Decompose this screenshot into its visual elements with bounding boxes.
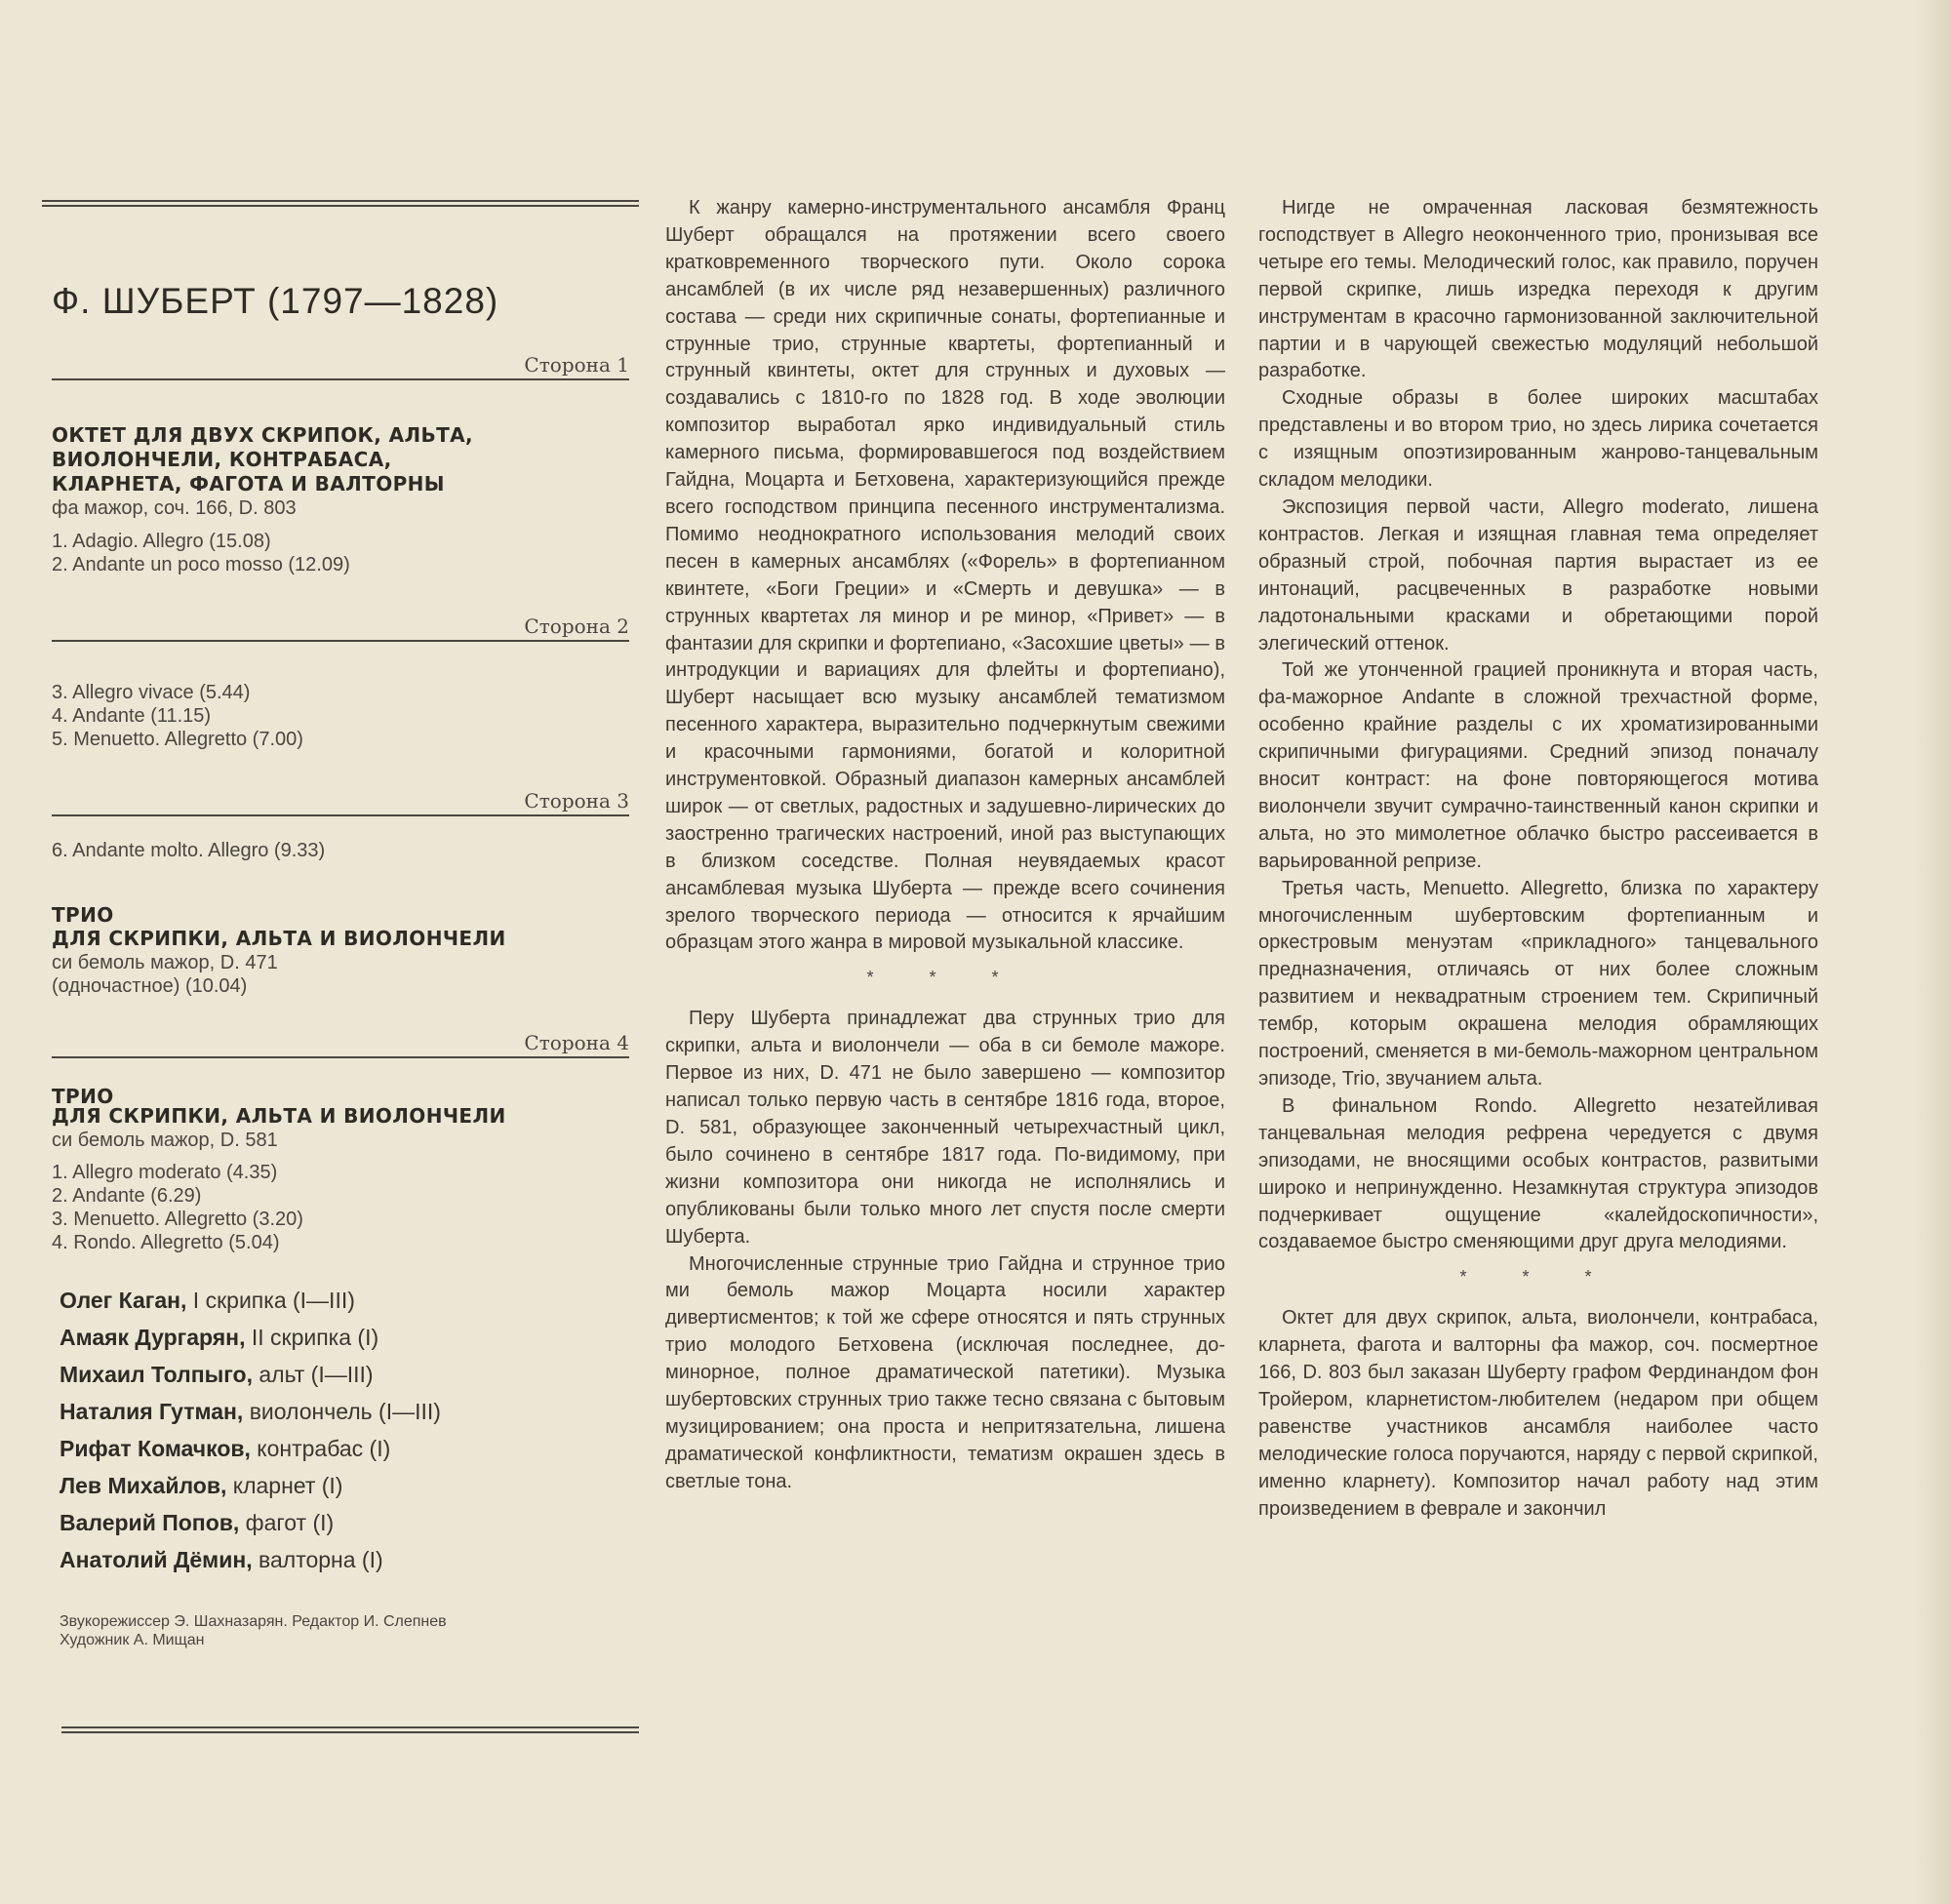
paragraph: Октет для двух скрипок, альта, виолончели, контрабаса, кларнета, фагота и валторны фа мажор, соч. посмертное 166, D. 803 был заказан Шуберту графом Фердинандом фон Тройером, кларнетистом-любителем (недаром при общем равенстве участников ансамбля наиболее часто мелодические голоса поручаются, наряду с первой скрипкой, именно кларнету). Композитор начал работу над этим произведением в феврале и закончил (1258, 1307, 1818, 1520)
page-edge (1912, 0, 1951, 1904)
paragraph: Сходные образы в более широких масштабах представлены и во втором трио, но здесь лирика сочетается с изящным опоэтизированным жанрово-танцевальным складом мелодики. (1258, 387, 1818, 492)
octet-title-line-1: ОКТЕТ ДЛЯ ДВУХ СКРИПОК, АЛЬТА, (52, 423, 474, 447)
paragraph: Нигде не омраченная ласковая безмятежность господствует в Allegro неоконченного трио, пронизывая все четыре его темы. Мелодический голос, как правило, поручен первой скрипке, лишь изредка переходя к другим инструментам в красочно гармонизованной заключительной партии и в чарующей свежестью модуляций небольшой разработке. (1258, 197, 1818, 382)
paragraph: В финальном Rondo. Allegretto незатейливая танцевальная мелодия рефрена чередуется с двумя эпизодами, не вносящими особых контрастов, развитыми широко и непринужденно. Незамкнутая структура эпизодов подчеркивает ощущение «калейдоскопичности», создаваемое быстро сменяющими друг друга мелодиями. (1258, 1094, 1818, 1253)
section-separator: * * * (866, 968, 1024, 988)
side-4-rule (52, 1056, 629, 1058)
trio2-title-line-1: ТРИО (52, 1085, 114, 1108)
side-3-rule (52, 814, 629, 816)
trio1-title-line-2: ДЛЯ СКРИПКИ, АЛЬТА И ВИОЛОНЧЕЛИ (52, 927, 506, 950)
track: 2. Andante un poco mosso (12.09) (52, 554, 350, 575)
track: 1. Allegro moderato (4.35) (52, 1162, 278, 1183)
track: 6. Andante molto. Allegro (9.33) (52, 840, 326, 861)
side-1-rule (52, 378, 629, 380)
octet-title-line-2: ВИОЛОНЧЕЛИ, КОНТРАБАСА, (52, 448, 392, 471)
track: 5. Menuetto. Allegretto (7.00) (52, 729, 303, 750)
trio2-key: си бемоль мажор, D. 581 (52, 1130, 278, 1151)
credit-line-2: Художник А. Мищан (60, 1632, 205, 1648)
credit-line-1: Звукорежиссер Э. Шахназарян. Редактор И. Слепнев (60, 1613, 447, 1630)
middle-column (665, 195, 1225, 1496)
octet-key: фа мажор, соч. 166, D. 803 (52, 497, 297, 519)
paragraph: Перу Шуберта принадлежат два струнных трио для скрипки, альта и виолончели — оба в си бемоле мажоре. Первое из них, D. 471 не было завершено — композитор написал только первую часть в сентябре 1816 года, второе, D. 581, образующее законченный четырехчастный цикл, было сочинено в сентябре 1817 года. По-видимому, при жизни композитора они никогда не исполнялись и опубликованы были только много лет спустя после смерти Шуберта. (665, 1008, 1225, 1248)
paragraph: Третья часть, Menuetto. Allegretto, близка по характеру многочисленным шубертовским фортепианным и оркестровым менуэтам «прикладного» танцевального предназначения, отличаясь от них более сложным развитием и неквадратным строением тем. Скрипичный тембр, которым окрашена мелодия обрамляющих построений, сменяется в ми-бемоль-мажорном центральном эпизоде, Trio, звучанием альта. (1258, 877, 1818, 1090)
track: 2. Andante (6.29) (52, 1185, 202, 1207)
trio2-title-line-2: ДЛЯ СКРИПКИ, АЛЬТА И ВИОЛОНЧЕЛИ (52, 1104, 506, 1128)
performer: Лев Михайлов, кларнет (I) (60, 1473, 343, 1498)
bottom-double-rule (61, 1726, 639, 1733)
octet-title-line-3: КЛАРНЕТА, ФАГОТА И ВАЛТОРНЫ (52, 472, 445, 496)
side-3-header: Сторона 3 (524, 789, 629, 813)
right-column (1258, 195, 1818, 1524)
composer-title: Ф. ШУБЕРТ (1797—1828) (52, 281, 499, 321)
paragraph: К жанру камерно-инструментального ансамбля Франц Шуберт обращался на протяжении всего своего кратковременного творческого пути. Около сорока ансамблей (в их числе ряд незавершенных) различного состава — среди них скрипичные сонаты, фортепианные и струнные трио, струнные квартеты, фортепианный и струнный квинтеты, октет для струнных и духовых — создавались с 1810-го по 1828 год. В ходе эволюции композитор выработал ярко индивидуальный стиль камерного письма, формировавшегося под воздействием Гайдна, Моцарта и Бетховена, характеризующийся прежде всего господством принципа песенного инструментализма. Помимо неоднократного использования мелодий своих песен в камерных ансамблях («Форель» в фортепианном квинтете, «Боги Греции» и «Смерть и девушка» — в струнных квартетах ля минор и ре минор, «Привет» — в фантазии для скрипки и фортепиано, «Засохшие цветы» — в интродукции и вариациях для флейты и фортепиано), Шуберт насыщает всю музыку ансамблей тематизмом песенного характера, выразительно подчеркнутым свежими и красочными гармониями, богатой и колоритной инструментовкой. Образный диапазон камерных ансамблей широк — от светлых, радостных и задушевно-лирических до заостренно трагических настроений, иной раз выступающих в близком соседстве. Полная неувядаемых красот ансамблевая музыка Шуберта — прежде всего сочинения зрелого творческого периода — относится к ярчайшим образцам этого жанра в мировой музыкальной классике. (665, 197, 1225, 954)
performer: Амаяк Дургарян, II скрипка (I) (60, 1325, 379, 1350)
section-separator: * * * (1459, 1267, 1617, 1288)
track: 3. Menuetto. Allegretto (3.20) (52, 1209, 303, 1230)
performer: Анатолий Дёмин, валторна (I) (60, 1547, 383, 1572)
track: 1. Adagio. Allegro (15.08) (52, 531, 271, 552)
performer: Олег Каган, I скрипка (I—III) (60, 1288, 355, 1313)
track: 3. Allegro vivace (5.44) (52, 682, 251, 703)
paragraph: Многочисленные струнные трио Гайдна и струнное трио ми бемоль мажор Моцарта носили характер дивертисментов; к той же сфере относятся и пять струнных трио молодого Бетховена (исключая последнее, до-минорное, полное драматической патетики). Музыка шубертовских струнных трио также тесно связана с бытовым музицированием; она проста и непритязательна, лишена драматической конфликтности, тематизм окрашен здесь в светлые тона. (665, 1252, 1225, 1492)
trio1-title-line-1: ТРИО (52, 903, 114, 927)
trio1-note: (одночастное) (10.04) (52, 975, 248, 997)
performer: Рифат Комачков, контрабас (I) (60, 1436, 391, 1461)
paragraph: Той же утонченной грацией проникнута и вторая часть, фа-мажорное Andante в сложной трехчастной форме, особенно крайние разделы с их хроматизированными скрипичными фигурациями. Средний эпизод поначалу вносит контраст: на фоне повторяющегося мотива виолончели звучит сумрачно-таинственный канон скрипки и альта, но это мимолетное облачко быстро рассеивается в варьированной репризе. (1258, 659, 1818, 872)
side-2-header: Сторона 2 (524, 615, 629, 638)
side-2-rule (52, 640, 629, 642)
paragraph: Экспозиция первой части, Allegro moderato, лишена контрастов. Легкая и изящная главная тема определяет образный строй, побочная партия вырастает из ее интонаций, расцвеченных в разработке новыми ладотональными красками и обретающими порой элегический оттенок. (1258, 496, 1818, 654)
top-double-rule (42, 200, 639, 207)
side-1-header: Сторона 1 (524, 353, 629, 377)
performer: Валерий Попов, фагот (I) (60, 1510, 335, 1535)
performer: Наталия Гутман, виолончель (I—III) (60, 1399, 441, 1424)
side-4-header: Сторона 4 (524, 1031, 629, 1054)
track: 4. Andante (11.15) (52, 705, 212, 727)
trio1-key: си бемоль мажор, D. 471 (52, 952, 278, 973)
performer: Михаил Толпыго, альт (I—III) (60, 1362, 374, 1387)
track: 4. Rondo. Allegretto (5.04) (52, 1232, 280, 1253)
